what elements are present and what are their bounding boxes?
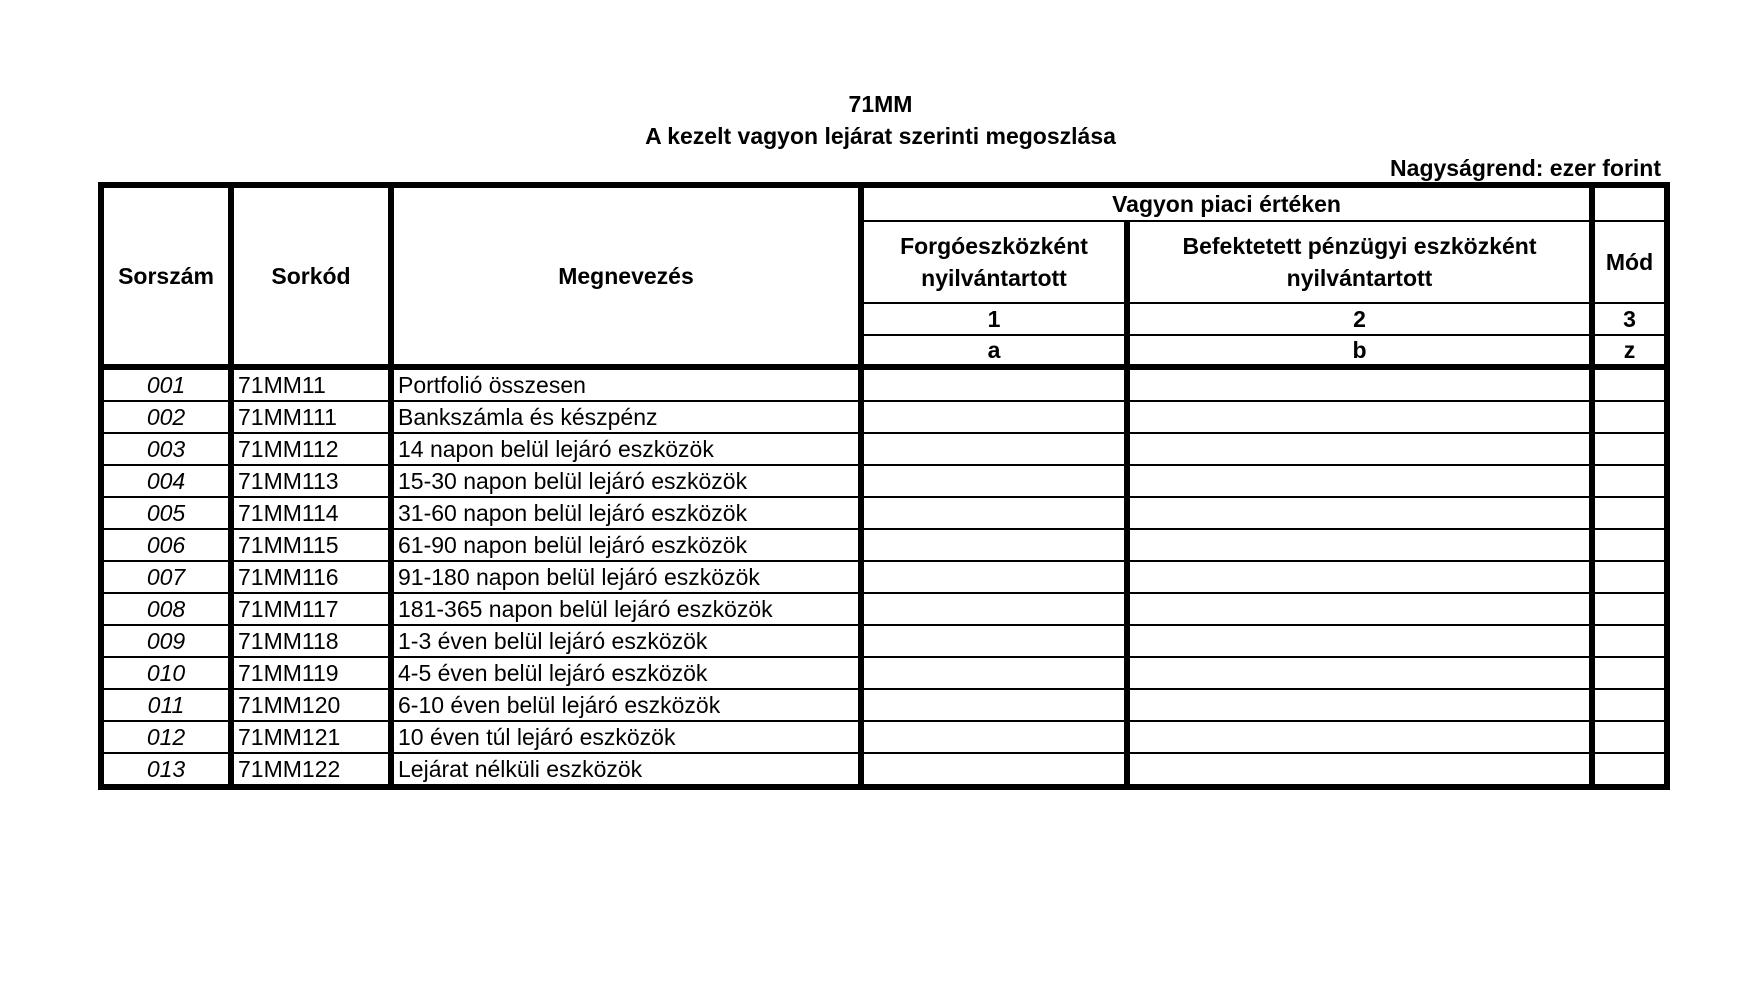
row-value-col2[interactable] xyxy=(1127,561,1592,593)
row-value-col1[interactable] xyxy=(861,497,1127,529)
table-row xyxy=(101,721,1667,753)
row-sorszam: 003 xyxy=(101,433,231,465)
row-sorszam: 013 xyxy=(101,753,231,787)
header-let3: z xyxy=(1592,335,1667,367)
row-value-col3[interactable] xyxy=(1592,721,1667,753)
row-value-col1[interactable] xyxy=(861,401,1127,433)
row-sorkod: 71MM113 xyxy=(231,465,391,497)
header-sorszam: Sorszám xyxy=(101,185,231,367)
table-body xyxy=(101,367,1667,787)
header-col2: Befektetett pénzügyi eszközként nyilvántartott xyxy=(1127,221,1592,303)
row-sorkod: 71MM112 xyxy=(231,433,391,465)
header-num1: 1 xyxy=(861,303,1127,335)
row-value-col3[interactable] xyxy=(1592,433,1667,465)
row-value-col1[interactable] xyxy=(861,753,1127,787)
row-megnevezes: 91-180 napon belül lejáró eszközök xyxy=(391,561,861,593)
row-megnevezes: 4-5 éven belül lejáró eszközök xyxy=(391,657,861,689)
row-value-col1[interactable] xyxy=(861,689,1127,721)
row-sorkod: 71MM118 xyxy=(231,625,391,657)
row-megnevezes: 15-30 napon belül lejáró eszközök xyxy=(391,465,861,497)
row-megnevezes: Bankszámla és készpénz xyxy=(391,401,861,433)
row-sorkod: 71MM120 xyxy=(231,689,391,721)
row-value-col3[interactable] xyxy=(1592,561,1667,593)
row-value-col3[interactable] xyxy=(1592,689,1667,721)
table-row xyxy=(101,753,1667,787)
form-code: 71MM xyxy=(848,91,913,117)
row-value-col2[interactable] xyxy=(1127,721,1592,753)
table-row xyxy=(101,529,1667,561)
row-value-col3[interactable] xyxy=(1592,529,1667,561)
row-sorszam: 012 xyxy=(101,721,231,753)
unit-note: Nagyságrend: ezer forint xyxy=(1390,155,1661,181)
row-value-col2[interactable] xyxy=(1127,497,1592,529)
row-megnevezes: 181-365 napon belül lejáró eszközök xyxy=(391,593,861,625)
row-value-col3[interactable] xyxy=(1592,625,1667,657)
row-megnevezes: 14 napon belül lejáró eszközök xyxy=(391,433,861,465)
table-row xyxy=(101,497,1667,529)
row-sorszam: 002 xyxy=(101,401,231,433)
row-sorkod: 71MM122 xyxy=(231,753,391,787)
header-sorkod: Sorkód xyxy=(231,185,391,367)
row-sorkod: 71MM116 xyxy=(231,561,391,593)
table-row xyxy=(101,367,1667,401)
row-megnevezes: 31-60 napon belül lejáró eszközök xyxy=(391,497,861,529)
table-row xyxy=(101,401,1667,433)
row-megnevezes: 10 éven túl lejáró eszközök xyxy=(391,721,861,753)
row-value-col2[interactable] xyxy=(1127,593,1592,625)
table-row xyxy=(101,465,1667,497)
table-row xyxy=(101,433,1667,465)
row-megnevezes: Lejárat nélküli eszközök xyxy=(391,753,861,787)
row-sorkod: 71MM115 xyxy=(231,529,391,561)
header-num2: 2 xyxy=(1127,303,1592,335)
row-value-col1[interactable] xyxy=(861,561,1127,593)
row-megnevezes: 6-10 éven belül lejáró eszközök xyxy=(391,689,861,721)
row-value-col3[interactable] xyxy=(1592,497,1667,529)
row-value-col1[interactable] xyxy=(861,433,1127,465)
header-num3: 3 xyxy=(1592,303,1667,335)
row-value-col3[interactable] xyxy=(1592,367,1667,401)
row-value-col2[interactable] xyxy=(1127,753,1592,787)
row-value-col1[interactable] xyxy=(861,529,1127,561)
table-row xyxy=(101,657,1667,689)
row-value-col3[interactable] xyxy=(1592,657,1667,689)
row-megnevezes: 61-90 napon belül lejáró eszközök xyxy=(391,529,861,561)
header-col1: Forgóeszközként nyilvántartott xyxy=(861,221,1127,303)
row-value-col2[interactable] xyxy=(1127,625,1592,657)
row-megnevezes: 1-3 éven belül lejáró eszközök xyxy=(391,625,861,657)
row-megnevezes: Portfolió összesen xyxy=(391,367,861,401)
row-sorszam: 004 xyxy=(101,465,231,497)
report-table xyxy=(98,182,1670,790)
row-sorkod: 71MM114 xyxy=(231,497,391,529)
row-value-col2[interactable] xyxy=(1127,529,1592,561)
row-value-col2[interactable] xyxy=(1127,433,1592,465)
row-value-col3[interactable] xyxy=(1592,401,1667,433)
row-sorszam: 010 xyxy=(101,657,231,689)
row-value-col2[interactable] xyxy=(1127,465,1592,497)
row-sorszam: 005 xyxy=(101,497,231,529)
table-header xyxy=(101,185,1667,367)
header-empty-top xyxy=(1592,185,1667,221)
header-group-market-value: Vagyon piaci értéken xyxy=(861,185,1592,221)
row-sorkod: 71MM121 xyxy=(231,721,391,753)
row-sorszam: 006 xyxy=(101,529,231,561)
row-sorszam: 001 xyxy=(101,367,231,401)
row-sorszam: 009 xyxy=(101,625,231,657)
row-value-col2[interactable] xyxy=(1127,367,1592,401)
form-title: A kezelt vagyon lejárat szerinti megoszlása xyxy=(645,123,1116,149)
row-sorkod: 71MM117 xyxy=(231,593,391,625)
table-row xyxy=(101,625,1667,657)
row-sorszam: 007 xyxy=(101,561,231,593)
row-value-col1[interactable] xyxy=(861,721,1127,753)
row-value-col3[interactable] xyxy=(1592,753,1667,787)
table-row xyxy=(101,561,1667,593)
row-value-col1[interactable] xyxy=(861,367,1127,401)
table-row xyxy=(101,689,1667,721)
table-row xyxy=(101,593,1667,625)
row-value-col1[interactable] xyxy=(861,593,1127,625)
header-col3: Mód xyxy=(1592,221,1667,303)
row-sorszam: 011 xyxy=(101,689,231,721)
row-value-col3[interactable] xyxy=(1592,593,1667,625)
row-value-col3[interactable] xyxy=(1592,465,1667,497)
row-value-col1[interactable] xyxy=(861,657,1127,689)
row-value-col2[interactable] xyxy=(1127,689,1592,721)
header-let1: a xyxy=(861,335,1127,367)
row-sorszam: 008 xyxy=(101,593,231,625)
row-sorkod: 71MM11 xyxy=(231,367,391,401)
header-megnevezes: Megnevezés xyxy=(391,185,861,367)
header-let2: b xyxy=(1127,335,1592,367)
row-sorkod: 71MM111 xyxy=(231,401,391,433)
row-value-col1[interactable] xyxy=(861,625,1127,657)
row-value-col1[interactable] xyxy=(861,465,1127,497)
row-value-col2[interactable] xyxy=(1127,401,1592,433)
row-value-col2[interactable] xyxy=(1127,657,1592,689)
row-sorkod: 71MM119 xyxy=(231,657,391,689)
